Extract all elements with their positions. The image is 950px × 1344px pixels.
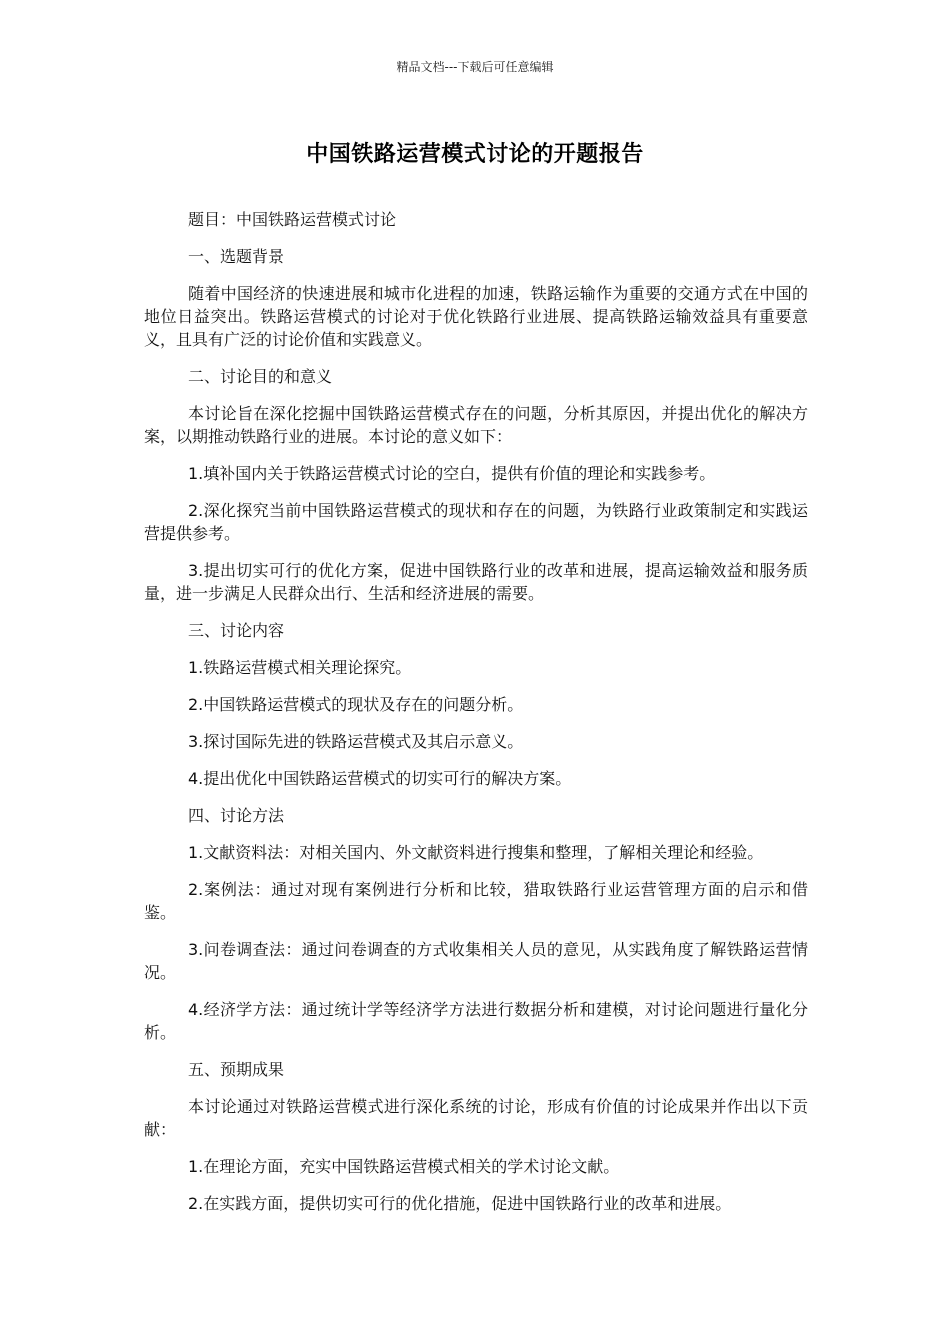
content-item-3: 3.探讨国际先进的铁路运营模式及其启示意义。 (188, 732, 524, 751)
content-item-4: 4.提出优化中国铁路运营模式的切实可行的解决方案。 (188, 769, 572, 788)
outcome-item-1: 1.在理论方面，充实中国铁路运营模式相关的学术讨论文献。 (188, 1157, 620, 1176)
content-item-2: 2.中国铁路运营模式的现状及存在的问题分析。 (188, 695, 524, 714)
purpose-item-2: 2.深化探究当前中国铁路运营模式的现状和存在的问题，为铁路行业政策制定和实践运营提供参考。 (144, 501, 808, 543)
purpose-item-1: 1.填补国内关于铁路运营模式讨论的空白，提供有价值的理论和实践参考。 (188, 464, 716, 483)
topic-line: 题目：中国铁路运营模式讨论 (188, 210, 397, 229)
section-heading-purpose: 二、讨论目的和意义 (188, 367, 333, 386)
method-item-1: 1.文献资料法：对相关国内、外文献资料进行搜集和整理，了解相关理论和经验。 (188, 843, 764, 862)
outcomes-paragraph: 本讨论通过对铁路运营模式进行深化系统的讨论，形成有价值的讨论成果并作出以下贡献： (144, 1097, 808, 1139)
document-title: 中国铁路运营模式讨论的开题报告 (306, 142, 644, 167)
purpose-item-3: 3.提出切实可行的优化方案，促进中国铁路行业的改革和进展，提高运输效益和服务质量，进一步满足人民群众出行、生活和经济进展的需要。 (144, 561, 808, 603)
document-body (144, 208, 808, 1229)
section-heading-outcomes: 五、预期成果 (188, 1060, 285, 1079)
header-note: 精品文档---下载后可任意编辑 (396, 60, 554, 74)
section-heading-background: 一、选题背景 (188, 247, 285, 266)
section-heading-methods: 四、讨论方法 (188, 806, 285, 825)
method-item-2: 2.案例法：通过对现有案例进行分析和比较，猎取铁路行业运营管理方面的启示和借鉴。 (144, 880, 808, 922)
section-heading-content: 三、讨论内容 (188, 621, 285, 640)
purpose-paragraph: 本讨论旨在深化挖掘中国铁路运营模式存在的问题，分析其原因，并提出优化的解决方案，以期推动铁路行业的进展。本讨论的意义如下： (144, 404, 808, 446)
method-item-3: 3.问卷调查法：通过问卷调查的方式收集相关人员的意见，从实践角度了解铁路运营情况。 (144, 940, 808, 982)
background-paragraph: 随着中国经济的快速进展和城市化进程的加速，铁路运输作为重要的交通方式在中国的地位日益突出。铁路运营模式的讨论对于优化铁路行业进展、提高铁路运输效益具有重要意义，且具有广泛的讨论价值和实践意义。 (144, 284, 808, 349)
outcome-item-2: 2.在实践方面，提供切实可行的优化措施，促进中国铁路行业的改革和进展。 (188, 1194, 732, 1213)
content-item-1: 1.铁路运营模式相关理论探究。 (188, 658, 412, 677)
method-item-4: 4.经济学方法：通过统计学等经济学方法进行数据分析和建模，对讨论问题进行量化分析。 (144, 1000, 808, 1042)
